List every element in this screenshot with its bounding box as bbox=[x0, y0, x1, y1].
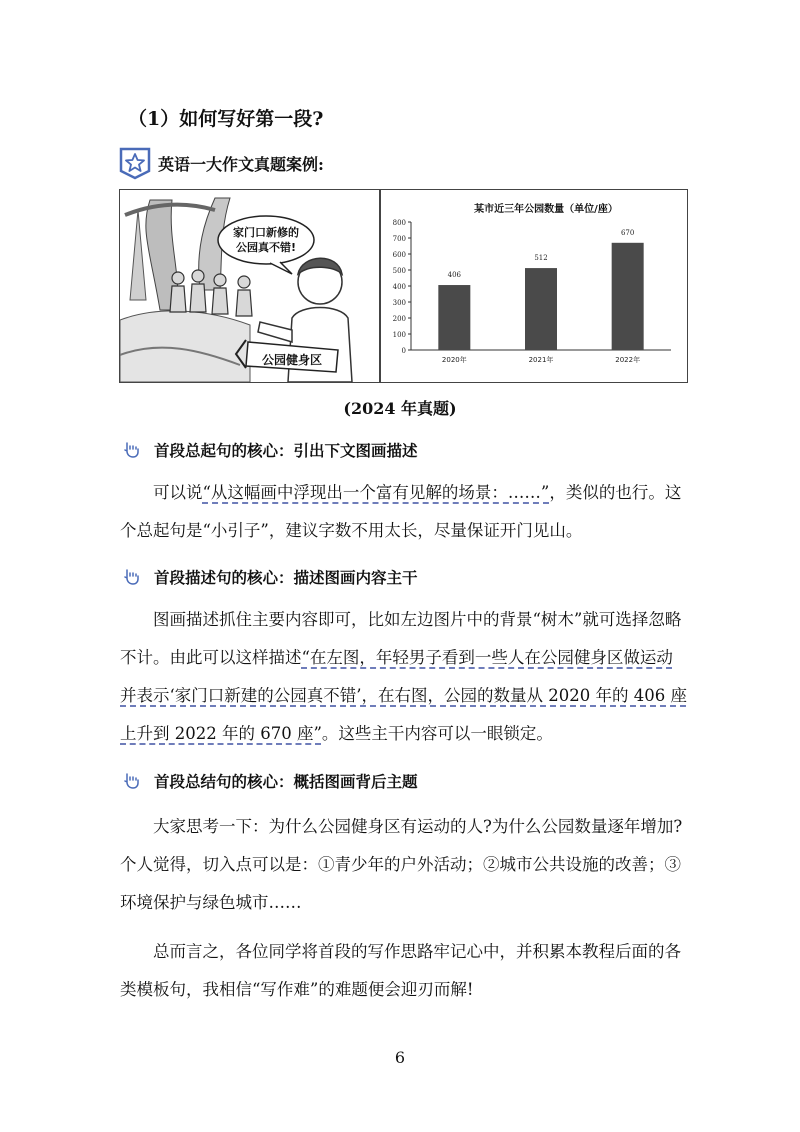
y-tick-label: 700 bbox=[392, 235, 406, 243]
paragraph-2 bbox=[120, 601, 688, 753]
bullet-row-2 bbox=[122, 566, 418, 588]
paragraph-1 bbox=[120, 474, 688, 550]
case-label-row bbox=[118, 146, 324, 180]
y-tick-label: 800 bbox=[392, 219, 406, 227]
paragraph-1-rest: ，类似的也行。这个总起句是“小引子”，建议字数不用太长，尽量保证开门见山。 bbox=[120, 483, 682, 540]
fitness-area-sign: 公园健身区 bbox=[261, 353, 323, 367]
pointing-hand-icon bbox=[122, 441, 140, 459]
bullet-text-1: 首段总起句的核心：引出下文图画描述 bbox=[154, 441, 418, 460]
section-heading: （1）如何写好第一段? bbox=[128, 108, 324, 130]
exam-figure bbox=[119, 189, 688, 383]
y-tick-label: 500 bbox=[392, 267, 406, 275]
pointing-hand-icon bbox=[122, 772, 140, 790]
pointing-hand-icon bbox=[122, 568, 140, 586]
bar-value-label: 406 bbox=[447, 271, 462, 280]
paragraph-1-quote: “从这幅画中浮现出一个富有见解的场景：……” bbox=[202, 483, 550, 502]
x-category-label: 2022年 bbox=[615, 356, 641, 364]
page-number: 6 bbox=[394, 1048, 406, 1067]
bar bbox=[525, 268, 557, 350]
y-tick-label: 400 bbox=[392, 283, 406, 291]
bar-value-label: 670 bbox=[620, 228, 635, 237]
y-tick-label: 600 bbox=[392, 251, 406, 259]
bar bbox=[438, 285, 470, 350]
bullet-row-1 bbox=[122, 439, 418, 461]
paragraph-3: 大家思考一下：为什么公园健身区有运动的人?为什么公园数量逐年增加?个人觉得，切入点可以是：①青少年的户外活动；②城市公共设施的改善；③环境保护与绿色城市…… bbox=[120, 817, 683, 912]
bar bbox=[612, 243, 644, 350]
y-tick-label: 300 bbox=[392, 299, 406, 307]
y-tick-label: 0 bbox=[401, 347, 406, 355]
speech-bubble-line-1: 家门口新修的 bbox=[233, 226, 299, 239]
park-count-bar-chart bbox=[381, 190, 687, 382]
x-category-label: 2021年 bbox=[528, 356, 554, 364]
figure-caption: (2024 年真题) bbox=[343, 399, 457, 418]
x-category-label: 2020年 bbox=[441, 356, 467, 364]
cartoon-illustration bbox=[120, 190, 379, 382]
paragraph-2-lead: 图画描述抓住主要内容即可，比如左边图片中的背景“树木”就可选择忽略不计。由此可以这样描述 bbox=[120, 610, 682, 667]
bullet-row-3 bbox=[122, 770, 418, 792]
bullet-text-3: 首段总结句的核心：概括图画背后主题 bbox=[154, 772, 418, 791]
paragraph-4: 总而言之，各位同学将首段的写作思路牢记心中，并积累本教程后面的各类模板句，我相信“写作难”的难题便会迎刃而解! bbox=[120, 942, 681, 999]
y-tick-label: 100 bbox=[392, 331, 406, 339]
paragraph-2-rest: 。这些主干内容可以一眼锁定。 bbox=[321, 724, 553, 743]
chart-title: 某市近三年公园数量（单位/座） bbox=[474, 204, 618, 215]
bullet-text-2: 首段描述句的核心：描述图画内容主干 bbox=[154, 568, 418, 587]
case-label: 英语一大作文真题案例: bbox=[158, 154, 324, 174]
bar-value-label: 512 bbox=[534, 254, 548, 263]
speech-bubble-line-2: 公园真不错! bbox=[235, 241, 297, 254]
paragraph-1-lead: 可以说 bbox=[153, 483, 203, 502]
star-badge-icon bbox=[118, 146, 152, 180]
y-tick-label: 200 bbox=[392, 315, 406, 323]
paragraph-2-quote: “在左图，年轻男子看到一些人在公园健身区做运动并表示‘家门口新建的公园真不错’，在右图，公园的数量从 2020 年的 406 座上升到 2022 年的 670 座” bbox=[120, 648, 687, 743]
